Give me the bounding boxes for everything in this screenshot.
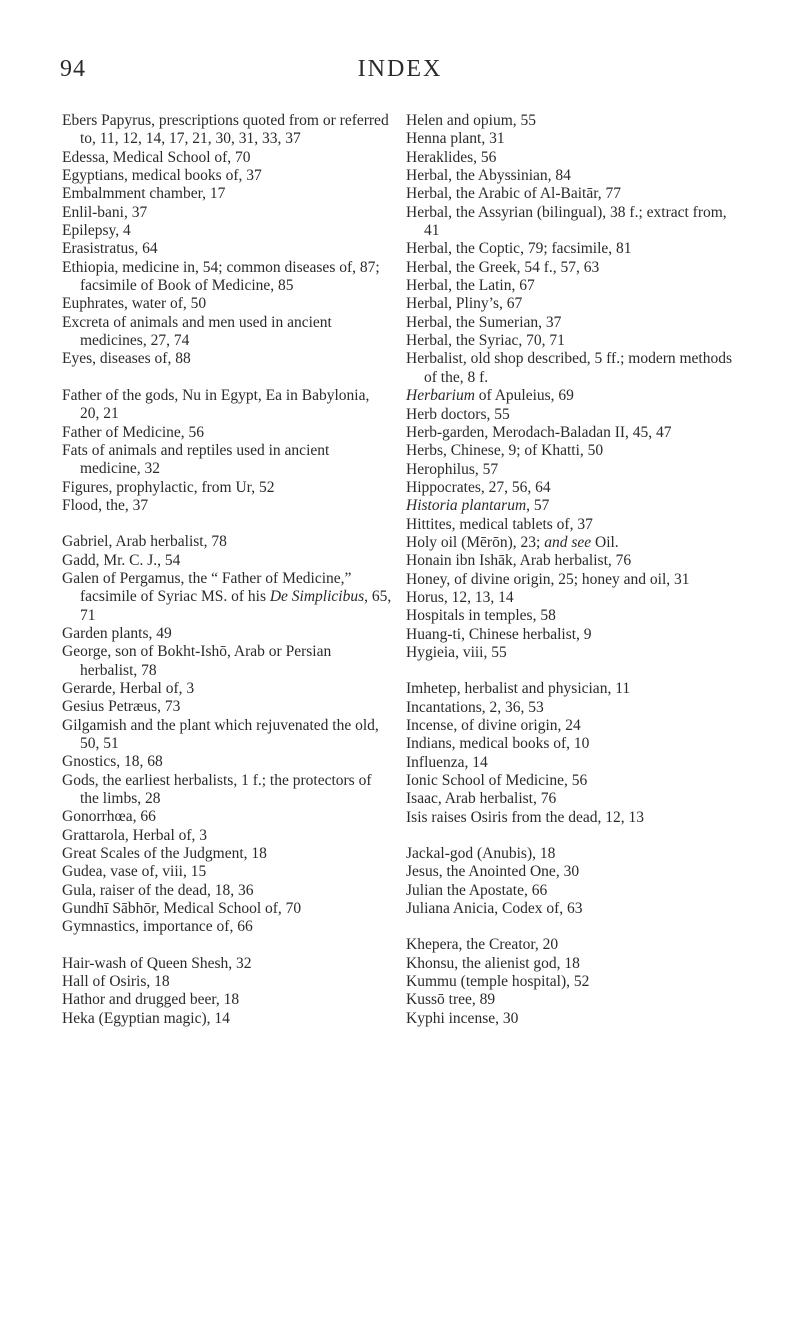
index-entry-text: Edessa, Medical School of, 70 — [62, 148, 251, 166]
index-entry — [406, 589, 736, 607]
index-entry — [406, 149, 736, 167]
index-entry — [406, 167, 736, 185]
index-entry — [406, 772, 736, 790]
index-entry — [406, 845, 736, 863]
index-entry — [62, 552, 392, 570]
index-entry — [62, 863, 392, 881]
index-entry-text: Galen of Pergamus, the “ Father of Medicine,” facsimile of Syriac MS. of his — [62, 569, 352, 606]
index-entry — [406, 955, 736, 973]
index-entry-text: Herbal, Pliny’s, 67 — [406, 295, 523, 313]
index-entry-text: Gods, the earliest herbalists, 1 f.; the protectors of the limbs, 28 — [62, 771, 372, 808]
index-entry-text: Kyphi incense, 30 — [406, 1009, 519, 1027]
index-entry — [406, 497, 736, 515]
index-entry-text: Father of Medicine, 56 — [62, 423, 205, 441]
index-entry — [406, 314, 736, 332]
index-entry — [62, 1010, 392, 1028]
index-entry — [406, 424, 736, 442]
index-entry-text: Holy oil (Mērōn), 23; — [406, 533, 545, 551]
index-entry-text: Hall of Osiris, 18 — [62, 973, 170, 991]
index-entry — [406, 626, 736, 644]
index-entry — [406, 552, 736, 570]
index-entry — [406, 185, 736, 203]
index-entry — [62, 497, 392, 515]
index-entry-text: Excreta of animals and men used in ancient medicines, 27, 74 — [62, 313, 332, 350]
index-entry-text: Hathor and drugged beer, 18 — [62, 991, 240, 1009]
index-entry — [62, 570, 392, 625]
index-entry-text: Erasistratus, 64 — [62, 240, 158, 258]
section-gap — [62, 937, 392, 955]
index-entry-text: Honain ibn Ishāk, Arab herbalist, 76 — [406, 552, 632, 570]
index-entry-text: Influenza, 14 — [406, 753, 488, 771]
index-entry-italic-text: and see — [544, 533, 592, 551]
index-entry-text: Horus, 12, 13, 14 — [406, 588, 514, 606]
index-entry-text: Gundhī Sābhōr, Medical School of, 70 — [62, 900, 302, 918]
index-entry-text: Helen and opium, 55 — [406, 112, 537, 129]
index-entry — [62, 185, 392, 203]
index-entry — [62, 955, 392, 973]
index-entry — [406, 479, 736, 497]
index-entry — [406, 332, 736, 350]
index-entry-text: Ebers Papyrus, prescriptions quoted from or referred to, 11, 12, 14, 17, 21, 30, 31, 33, 37 — [62, 112, 389, 148]
index-entry-text: Gula, raiser of the dead, 18, 36 — [62, 881, 254, 899]
index-entry-text: Incense, of divine origin, 24 — [406, 717, 581, 734]
index-entry-text: Henna plant, 31 — [406, 130, 505, 148]
index-entry-text: Huang-ti, Chinese herbalist, 9 — [406, 625, 592, 643]
index-entry — [406, 607, 736, 625]
index-entry — [406, 387, 736, 405]
index-entry — [62, 717, 392, 754]
index-entry — [62, 625, 392, 643]
index-entry-text: Jesus, the Anointed One, 30 — [406, 863, 580, 881]
section-gap — [406, 827, 736, 845]
index-entry-text: Eyes, diseases of, 88 — [62, 350, 191, 368]
index-entry — [62, 112, 392, 149]
index-entry — [62, 295, 392, 313]
index-entry-text: Gabriel, Arab herbalist, 78 — [62, 533, 227, 551]
index-entry-text: Hygieia, viii, 55 — [406, 643, 507, 661]
index-entry-text: Herophilus, 57 — [406, 460, 499, 478]
index-entry-text: Julian the Apostate, 66 — [406, 881, 548, 899]
index-entry — [62, 314, 392, 351]
index-entry — [406, 680, 736, 698]
index-entry-text: Incantations, 2, 36, 53 — [406, 698, 544, 716]
page-title: INDEX — [357, 56, 443, 82]
index-entry-text: Herbal, the Latin, 67 — [406, 277, 535, 295]
index-entry — [406, 1010, 736, 1028]
index-entry — [62, 772, 392, 809]
index-entry — [62, 424, 392, 442]
index-entry-text: Fats of animals and reptiles used in ancient medicine, 32 — [62, 441, 330, 478]
index-entry — [406, 295, 736, 313]
index-entry-text: Hippocrates, 27, 56, 64 — [406, 478, 551, 496]
index-entry — [62, 973, 392, 991]
index-entry-text: Figures, prophylactic, from Ur, 52 — [62, 478, 275, 496]
index-entry — [62, 900, 392, 918]
index-entry-italic-text: Herbarium — [406, 387, 475, 405]
index-entry-text: Khonsu, the alienist god, 18 — [406, 954, 580, 972]
index-column-right — [406, 112, 736, 1028]
index-entry-italic-text: De Simplicibus — [269, 588, 365, 606]
index-entry-italic-text: Historia plantarum — [406, 497, 527, 515]
index-entry — [62, 680, 392, 698]
index-entry — [406, 863, 736, 881]
index-entry-text: Herbal, the Syriac, 70, 71 — [406, 332, 565, 350]
index-entry — [62, 753, 392, 771]
index-entry — [406, 534, 736, 552]
index-entry-text: Imhetep, herbalist and physician, 11 — [406, 680, 631, 698]
index-entry — [406, 754, 736, 772]
index-entry — [406, 717, 736, 735]
index-entry-text: Gilgamish and the plant which rejuvenated the old, 50, 51 — [62, 716, 379, 752]
index-entry-text: Isis raises Osiris from the dead, 12, 13 — [406, 808, 645, 826]
index-entry-text: Enlil-bani, 37 — [62, 203, 148, 221]
index-entry — [62, 387, 392, 424]
index-entry-text: Flood, the, 37 — [62, 496, 149, 514]
index-entry — [406, 644, 736, 662]
index-entry-text: Herbal, the Abyssinian, 84 — [406, 167, 571, 185]
index-entry-text: Herb-garden, Merodach-Baladan II, 45, 47 — [406, 423, 672, 441]
index-entry — [62, 827, 392, 845]
index-column-left — [62, 112, 392, 1028]
index-entry — [62, 991, 392, 1009]
index-entry-text: George, son of Bokht-Ishō, Arab or Persian herbalist, 78 — [62, 643, 332, 679]
index-entry — [406, 973, 736, 991]
index-entry-text: , 65, 71 — [80, 588, 392, 624]
index-entry-text: Great Scales of the Judgment, 18 — [62, 845, 267, 863]
index-entry — [62, 643, 392, 680]
index-entry-text: Gymnastics, importance of, 66 — [62, 918, 253, 936]
index-entry-text: Isaac, Arab herbalist, 76 — [406, 790, 557, 808]
index-entry-text: , 57 — [526, 497, 550, 515]
index-entry-text: Honey, of divine origin, 25; honey and oil, 31 — [406, 570, 690, 588]
index-entry-text: Gesius Petræus, 73 — [62, 698, 181, 716]
index-entry-text: Egyptians, medical books of, 37 — [62, 167, 262, 185]
index-entry-text: Euphrates, water of, 50 — [62, 295, 207, 313]
index-entry — [62, 808, 392, 826]
index-entry — [406, 112, 736, 130]
index-entry — [62, 350, 392, 368]
index-entry — [62, 240, 392, 258]
index-entry — [62, 259, 392, 296]
index-entry-text: Oil. — [591, 533, 619, 551]
index-entry — [62, 882, 392, 900]
index-entry-text: Herbal, the Sumerian, 37 — [406, 313, 562, 331]
index-entry-text: Kussō tree, 89 — [406, 991, 496, 1009]
index-entry-text: Herbal, the Arabic of Al-Baitār, 77 — [406, 185, 622, 203]
index-entry-text: Herbal, the Greek, 54 f., 57, 63 — [406, 258, 600, 276]
index-entry — [406, 735, 736, 753]
index-entry — [62, 442, 392, 479]
index-entry-text: Herb doctors, 55 — [406, 405, 510, 423]
index-entry-text: Heraklides, 56 — [406, 148, 497, 166]
index-entry — [406, 350, 736, 387]
index-entry — [406, 461, 736, 479]
index-entry — [406, 442, 736, 460]
index-entry — [406, 699, 736, 717]
index-entry — [406, 259, 736, 277]
index-entry-text: Khepera, the Creator, 20 — [406, 936, 559, 954]
index-entry-text: Hittites, medical tablets of, 37 — [406, 515, 593, 533]
index-entry — [406, 936, 736, 954]
index-entry-text: Hair-wash of Queen Shesh, 32 — [62, 954, 252, 972]
index-entry-text: Juliana Anicia, Codex of, 63 — [406, 900, 583, 918]
index-entry — [62, 479, 392, 497]
index-entry — [406, 240, 736, 258]
index-entry-text: of Apuleius, 69 — [474, 387, 574, 405]
index-entry-text: Gudea, vase of, viii, 15 — [62, 863, 207, 881]
index-entry — [406, 809, 736, 827]
index-entry-text: Hospitals in temples, 58 — [406, 607, 556, 625]
index-entry-text: Embalmment chamber, 17 — [62, 185, 226, 203]
section-gap — [62, 515, 392, 533]
section-gap — [406, 918, 736, 936]
index-entry-text: Gonorrhœa, 66 — [62, 808, 156, 826]
index-entry — [62, 533, 392, 551]
index-entry-text: Father of the gods, Nu in Egypt, Ea in Babylonia, 20, 21 — [62, 386, 370, 423]
index-entry-text: Herbs, Chinese, 9; of Khatti, 50 — [406, 442, 604, 460]
index-entry — [406, 204, 736, 241]
index-entry — [406, 516, 736, 534]
index-entry — [406, 571, 736, 589]
index-entry-text: Ethiopia, medicine in, 54; common diseases of, 87; facsimile of Book of Medicine, 85 — [62, 258, 380, 295]
page-number: 94 — [60, 56, 86, 82]
index-entry-text: Herbalist, old shop described, 5 ff.; modern methods of the, 8 f. — [406, 350, 733, 386]
index-entry — [406, 790, 736, 808]
index-entry — [62, 204, 392, 222]
index-entry-text: Gadd, Mr. C. J., 54 — [62, 551, 181, 569]
index-entry — [62, 845, 392, 863]
index-entry-text: Herbal, the Coptic, 79; facsimile, 81 — [406, 240, 632, 258]
index-entry-text: Kummu (temple hospital), 52 — [406, 973, 590, 991]
index-entry — [62, 149, 392, 167]
index-entry — [62, 918, 392, 936]
index-entry — [62, 167, 392, 185]
index-entry-text: Gnostics, 18, 68 — [62, 753, 163, 771]
index-entry — [406, 991, 736, 1009]
index-entry — [406, 130, 736, 148]
index-entry-text: Gerarde, Herbal of, 3 — [62, 679, 195, 697]
index-entry-text: Ionic School of Medicine, 56 — [406, 772, 588, 790]
index-entry — [406, 277, 736, 295]
index-entry — [406, 882, 736, 900]
index-entry-text: Garden plants, 49 — [62, 624, 172, 642]
index-entry — [62, 222, 392, 240]
index-entry — [62, 698, 392, 716]
index-entry — [406, 406, 736, 424]
section-gap — [406, 662, 736, 680]
index-entry-text: Herbal, the Assyrian (bilingual), 38 f.; extract from, 41 — [406, 203, 727, 240]
index-entry — [406, 900, 736, 918]
section-gap — [62, 369, 392, 387]
index-entry-text: Heka (Egyptian magic), 14 — [62, 1009, 230, 1027]
index-entry-text: Grattarola, Herbal of, 3 — [62, 826, 208, 844]
index-entry-text: Indians, medical books of, 10 — [406, 735, 590, 753]
index-entry-text: Jackal-god (Anubis), 18 — [406, 845, 556, 863]
index-entry-text: Epilepsy, 4 — [62, 222, 131, 240]
